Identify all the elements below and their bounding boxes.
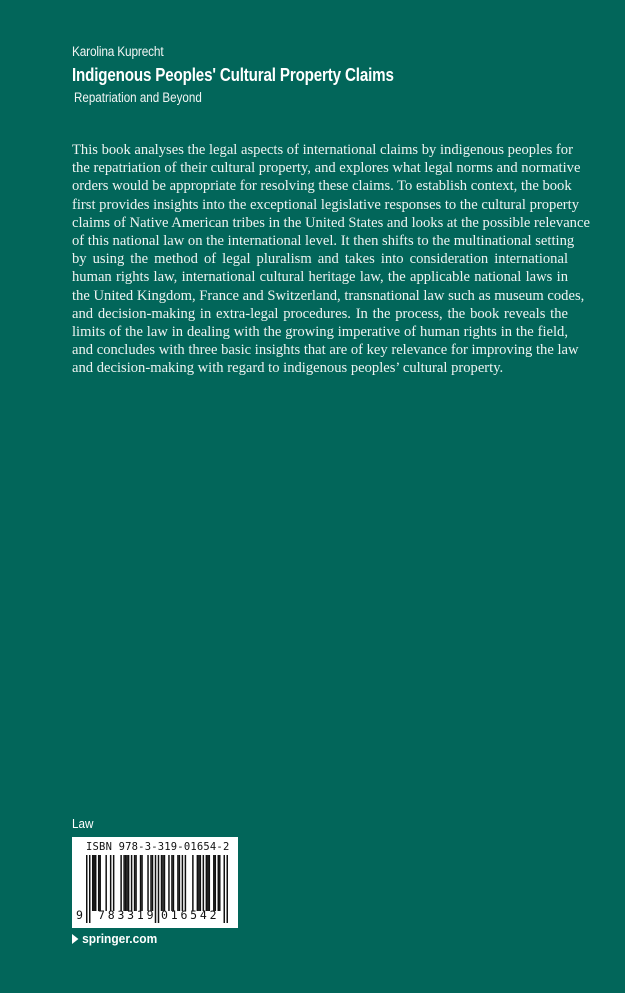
description-line: This book analyses the legal aspects of international claims by indigenous peoples for	[72, 142, 573, 158]
isbn-barcode	[72, 837, 238, 928]
description-line: and decision-making in extra-legal procedures. In the process, the book reveals the	[72, 305, 568, 322]
author-name: Karolina Kuprecht	[72, 44, 164, 59]
ean-first-digit: 9	[76, 908, 83, 922]
description-line: and decision-making with regard to indigenous peoples’ cultural property.	[72, 360, 504, 377]
ean-left-group: 783319	[98, 908, 157, 922]
description-line: of this national law on the international level. It then shifts to the multinational setting	[72, 232, 575, 249]
description-line: and concludes with three basic insights that are of key relevance for improving the law	[72, 342, 579, 359]
description-line: by using the method of legal pluralism and takes into consideration international	[72, 251, 568, 268]
subject-category: Law	[72, 816, 94, 831]
website-label: springer.com	[82, 931, 158, 946]
ean-right-group: 016542	[161, 908, 220, 922]
ean-digits	[72, 908, 238, 924]
description-line: human rights law, international cultural heritage law, the applicable national laws in	[72, 269, 568, 286]
description-line: the repatriation of their cultural property, and explores what legal norms and normative	[72, 160, 581, 177]
book-description	[72, 141, 590, 377]
description-line: limits of the law in dealing with the growing imperative of human rights in the field,	[72, 323, 568, 340]
description-line: first provides insights into the exceptional legislative responses to the cultural property	[72, 196, 580, 213]
isbn-label: ISBN 978-3-319-01654-2	[86, 841, 230, 853]
book-subtitle: Repatriation and Beyond	[74, 90, 202, 105]
description-line: the United Kingdom, France and Switzerland, transnational law such as museum codes,	[72, 287, 585, 304]
description-line: orders would be appropriate for resolving these claims. To establish context, the book	[72, 178, 572, 195]
book-title: Indigenous Peoples' Cultural Property Claims	[72, 64, 394, 85]
publisher-website-link[interactable]	[72, 931, 157, 946]
arrow-right-icon	[72, 934, 78, 944]
description-line: claims of Native American tribes in the United States and looks at the possible relevance	[72, 214, 590, 231]
